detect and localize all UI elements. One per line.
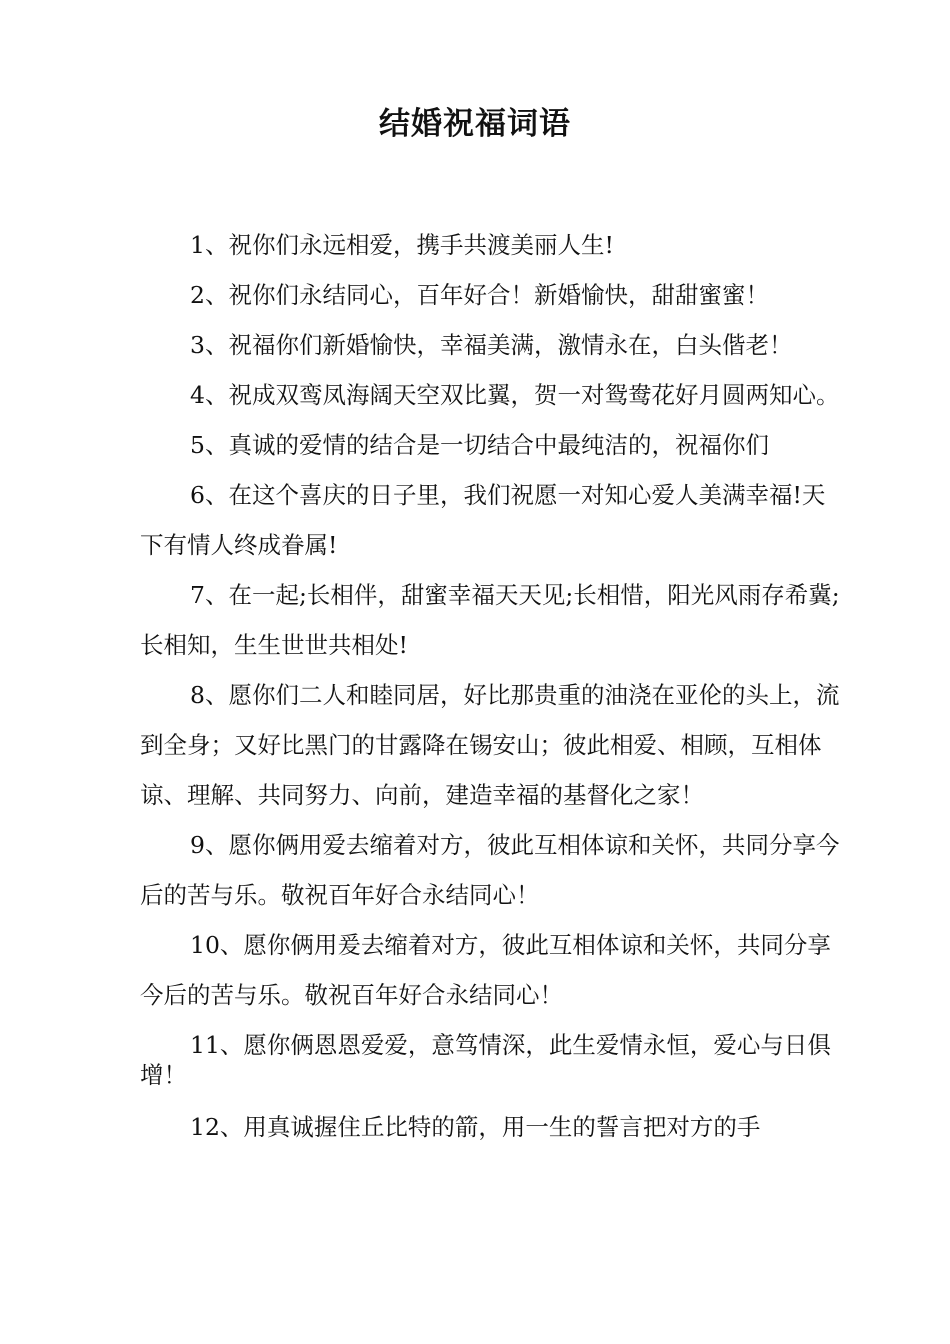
document-body — [140, 220, 840, 1152]
paragraph-3: 3、祝福你们新婚愉快，幸福美满，激情永在，白头偕老！ — [190, 331, 793, 359]
paragraph-2: 2、祝你们永结同心，百年好合！新婚愉快，甜甜蜜蜜！ — [190, 281, 769, 309]
paragraph-10: 10、愿你俩用爰去缩着对方，彼此互相体谅和关怀，共同分享今后的苦与乐。敬祝百年好合永结同心！ — [140, 931, 831, 1009]
paragraph-11: 11、愿你俩恩恩爱爱，意笃情深，此生爱情永恒，爱心与日俱增！ — [140, 1031, 831, 1089]
paragraph-1: 1、祝你们永远相爱，携手共渡美丽人生! — [190, 231, 614, 259]
page-title: 结婚祝福词语 — [379, 106, 571, 142]
paragraph-6: 6、在这个喜庆的日子里，我们祝愿一对知心爱人美满幸福!天下有情人终成眷属! — [140, 481, 826, 559]
paragraph-8: 8、愿你们二人和睦同居，好比那贵重的油浇在亚伦的头上，流到全身；又好比黑门的甘露降在锡安山；彼此相爱、相顾，互相体谅、理解、共同努力、向前，建造幸福的基督化之家！ — [140, 681, 840, 809]
paragraph-5: 5、真诚的爱情的结合是一切结合中最纯洁的，祝福你们 — [190, 431, 769, 459]
paragraph-4: 4、祝成双鸾凤海阔天空双比翼，贺一对鸳鸯花好月圆两知心。 — [190, 381, 840, 409]
paragraph-7: 7、在一起;长相伴，甜蜜幸福天天见;长相惜，阳光风雨存希冀;长相知，生生世世共相处! — [140, 581, 840, 659]
paragraph-9: 9、愿你俩用爱去缩着对方，彼此互相体谅和关怀，共同分享今后的苦与乐。敬祝百年好合永结同心！ — [140, 831, 840, 909]
paragraph-12: 12、用真诚握住丘比特的箭，用一生的誓言把对方的手 — [190, 1113, 761, 1141]
